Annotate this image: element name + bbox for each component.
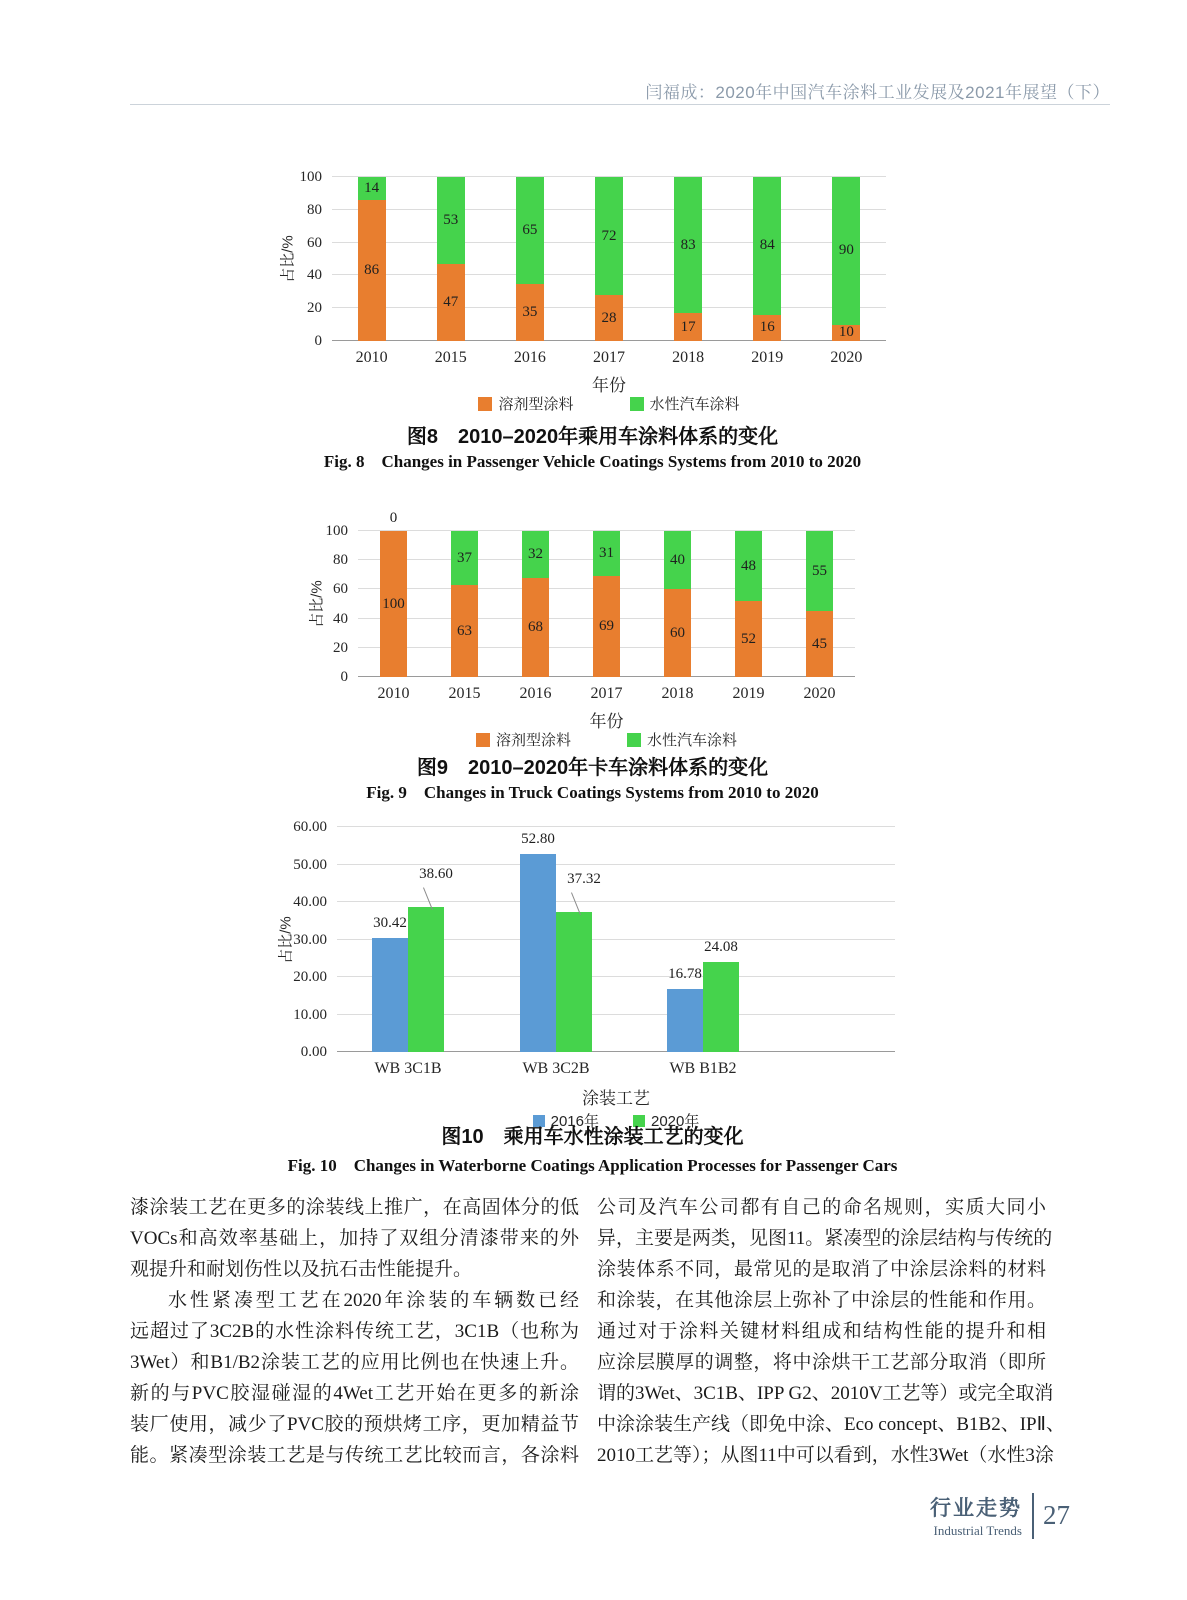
body-line: 远超过了3C2B的水性涂料传统工艺，3C1B（也称为 <box>130 1321 579 1342</box>
bar-value-label: 24.08 <box>704 938 738 955</box>
legend-item <box>478 393 573 414</box>
body-line: 中涂涂装生产线（即免中涂、Eco concept、B1B2、IPⅡ、 <box>597 1414 1065 1435</box>
body-line: 公司及汽车公司都有自己的命名规则，实质大同小 <box>597 1197 1046 1218</box>
bar <box>520 854 556 1052</box>
bar-value-label: 68 <box>528 618 543 635</box>
fig10-grouped-bar-chart <box>277 819 895 1130</box>
bar-value-label: 47 <box>443 293 459 310</box>
grid-line <box>337 826 895 827</box>
page-number: 27 <box>1043 1500 1070 1530</box>
footer-section <box>930 1492 1022 1539</box>
bar-value-label: 90 <box>838 242 854 259</box>
bar <box>408 907 444 1052</box>
x-tick-label: 2020 <box>803 685 836 702</box>
bar-value-label: 40 <box>670 551 685 568</box>
y-tick-label: 80 <box>307 201 322 218</box>
x-tick-label: 2017 <box>590 685 623 702</box>
bar-segment <box>358 200 386 341</box>
body-left-column <box>130 1192 579 1471</box>
body-line: 谓的3Wet、3C1B、IPP G2、2010V工艺等）或完全取消 <box>597 1383 1054 1404</box>
bar-segment <box>806 611 833 677</box>
legend-label: 2016年 <box>550 1113 599 1130</box>
body-line: 应涂层膜厚的调整，将中涂烘干工艺部分取消（即所 <box>597 1352 1046 1373</box>
y-tick-label: 10.00 <box>293 1006 327 1023</box>
y-tick-label: 20.00 <box>293 969 327 985</box>
body-line: 和涂装，在其他涂层上弥补了中涂层的性能和作用。 <box>597 1290 1046 1311</box>
bar-value-label: 37.32 <box>567 871 601 888</box>
bar-segment <box>806 531 833 611</box>
bar-value-label: 65 <box>522 221 538 238</box>
bar-value-label: 86 <box>364 261 380 278</box>
fig10-caption-en: Fig. 10 Changes in Waterborne Coatings Application Processes for Passenger Cars <box>287 1156 898 1175</box>
x-axis-title: 年份 <box>592 376 626 395</box>
running-head: 闫福成：2020年中国汽车涂料工业发展及2021年展望（下） <box>645 83 1110 102</box>
footer-divider <box>1032 1493 1034 1539</box>
bar-segment <box>522 578 549 677</box>
x-axis-title: 涂装工艺 <box>582 1089 650 1108</box>
x-tick-label: 2010 <box>355 349 388 366</box>
y-tick-label: 50.00 <box>293 856 327 873</box>
bar-value-label: 31 <box>599 545 614 562</box>
bar-value-label: 52.80 <box>521 831 555 847</box>
fig8-caption-zh: 图8 2010–2020年乘用车涂料体系的变化 <box>406 426 779 448</box>
bar-segment <box>735 531 762 601</box>
body-line: 3Wet）和B1/B2涂装工艺的应用比例也在快速上升。 <box>130 1352 579 1373</box>
legend-item <box>627 729 737 750</box>
page-footer <box>930 1492 1070 1539</box>
x-axis-title: 年份 <box>589 712 624 731</box>
body-right-column <box>597 1192 1065 1471</box>
y-tick-label: 0.00 <box>300 1044 327 1060</box>
x-tick-label: WB B1B2 <box>669 1060 737 1077</box>
bar-segment <box>516 284 544 341</box>
y-tick-label: 0 <box>314 333 322 349</box>
bar-value-label: 28 <box>601 309 617 326</box>
y-tick-label: 0 <box>340 669 348 685</box>
bar-value-label: 32 <box>528 545 543 562</box>
legend-label: 水性汽车涂料 <box>647 732 738 749</box>
legend-label: 2020年 <box>651 1113 700 1130</box>
y-axis-title: 占比/% <box>308 580 326 628</box>
grid-line <box>337 864 895 865</box>
bar-segment <box>595 177 623 295</box>
y-tick-label: 40 <box>333 610 348 627</box>
x-tick-label: 2018 <box>672 349 705 366</box>
bar-value-label: 45 <box>812 635 827 652</box>
bar-value-label: 52 <box>741 630 756 647</box>
bar <box>667 989 703 1052</box>
bar <box>703 962 739 1052</box>
fig8-caption-en: Fig. 8 Changes in Passenger Vehicle Coatings Systems from 2010 to 2020 <box>323 452 862 471</box>
bar-value-label: 17 <box>680 318 696 335</box>
fig8-stacked-bar-chart <box>279 169 886 413</box>
bar-segment <box>522 531 549 578</box>
x-tick-label: 2016 <box>519 685 552 702</box>
x-tick-label: 2019 <box>751 349 784 366</box>
y-axis-title: 占比/% <box>277 915 295 964</box>
bar-segment <box>358 177 386 200</box>
y-tick-label: 60 <box>333 581 348 598</box>
bar-value-label: 16 <box>759 319 775 336</box>
bar-segment <box>380 531 407 677</box>
y-axis-title: 占比/% <box>279 235 297 283</box>
y-tick-label: 30.00 <box>293 931 327 948</box>
bar-value-label: 60 <box>670 624 685 641</box>
bar-segment <box>593 531 620 576</box>
bar-value-label: 37 <box>457 549 472 566</box>
body-line: 装厂使用，减少了PVC胶的预烘烤工序，更加精益节 <box>130 1414 579 1435</box>
x-tick-label: 2018 <box>661 685 694 702</box>
fig9-caption-en: Fig. 9 Changes in Truck Coatings Systems from 2010 to 2020 <box>366 783 819 802</box>
bar-value-label: 35 <box>522 303 538 320</box>
body-line: 异，主要是两类，见图11。紧凑型的涂层结构与传统的 <box>597 1228 1053 1249</box>
bar-value-label: 72 <box>601 227 617 244</box>
bar-segment <box>451 531 478 585</box>
y-tick-label: 100 <box>299 169 322 185</box>
bar-segment <box>451 585 478 677</box>
fig9-caption-zh: 图9 2010–2020年卡车涂料体系的变化 <box>416 757 769 779</box>
y-tick-label: 100 <box>325 523 348 539</box>
bar-segment <box>674 177 702 313</box>
body-line: 漆涂装工艺在更多的涂装线上推广，在高固体分的低 <box>130 1197 579 1218</box>
y-tick-label: 80 <box>333 552 348 569</box>
legend-label: 溶剂型涂料 <box>498 396 574 413</box>
x-tick-label: 2015 <box>434 349 467 366</box>
legend-label: 水性汽车涂料 <box>649 396 740 413</box>
bar-value-label: 14 <box>364 179 380 196</box>
body-line: VOCs和高效率基础上，加持了双组分清漆带来的外 <box>130 1228 579 1249</box>
legend-label: 溶剂型涂料 <box>495 732 571 749</box>
bar-value-label: 83 <box>680 236 696 253</box>
x-tick-label: WB 3C2B <box>522 1060 590 1077</box>
bar <box>372 938 408 1052</box>
x-tick-label: WB 3C1B <box>374 1060 442 1077</box>
fig9-stacked-bar-chart <box>308 510 855 749</box>
legend-swatch <box>630 397 644 411</box>
legend <box>332 393 886 414</box>
body-line: 新的与PVC胶湿碰湿的4Wet工艺开始在更多的新涂 <box>130 1383 579 1404</box>
legend-swatch <box>627 733 641 747</box>
body-line: 通过对于涂料关键材料组成和结构性能的提升和相 <box>597 1321 1046 1342</box>
bar-segment <box>437 177 465 264</box>
x-tick-label: 2010 <box>377 685 410 702</box>
footer-section-en: Industrial Trends <box>933 1523 1022 1538</box>
bar-value-label: 38.60 <box>419 866 453 883</box>
bar-value-label: 53 <box>443 211 459 228</box>
bar-segment <box>674 313 702 341</box>
grid-line <box>337 901 895 902</box>
legend-item <box>630 393 740 414</box>
bar-segment <box>832 325 860 341</box>
x-tick-label: 2017 <box>592 349 625 366</box>
bar-segment <box>664 531 691 589</box>
bar-segment <box>516 177 544 284</box>
bar-segment <box>753 315 781 341</box>
bar-value-label: 48 <box>741 557 756 574</box>
body-line: 能。紧凑型涂装工艺是与传统工艺比较而言，各涂料 <box>130 1445 579 1466</box>
legend-swatch <box>476 733 490 747</box>
x-tick-label: 2016 <box>513 349 546 366</box>
bar-segment <box>437 264 465 341</box>
body-line: 2010工艺等）；从图11中可以看到，水性3Wet（水性3涂 <box>597 1445 1054 1466</box>
bar-segment <box>664 589 691 677</box>
x-tick-label: 2020 <box>830 349 863 366</box>
bar <box>556 912 592 1052</box>
legend-swatch <box>478 397 492 411</box>
y-tick-label: 20 <box>307 300 322 317</box>
bar-value-label: 10 <box>838 324 854 341</box>
bar-value-label: 30.42 <box>373 914 407 931</box>
footer-section-zh: 行业走势 <box>930 1497 1022 1520</box>
body-line: 水性紧凑型工艺在2020年涂装的车辆数已经 <box>168 1290 579 1311</box>
y-tick-label: 40.00 <box>293 894 327 910</box>
bar-value-label: 100 <box>382 595 405 612</box>
y-tick-label: 40 <box>307 267 322 284</box>
x-tick-label: 2015 <box>448 685 481 702</box>
body-line: 观提升和耐划伤性以及抗石击性能提升。 <box>130 1259 473 1280</box>
legend-item <box>476 729 571 750</box>
body-line: 涂装体系不同，最常见的是取消了中涂层涂料的材料 <box>597 1259 1046 1280</box>
bar-value-label: 69 <box>599 618 614 635</box>
legend <box>358 729 855 750</box>
y-tick-label: 60.00 <box>293 819 327 835</box>
bar-segment <box>735 601 762 677</box>
y-tick-label: 60 <box>307 234 322 251</box>
bar-value-label: 55 <box>812 562 827 579</box>
bar-value-label: 63 <box>457 622 472 639</box>
y-tick-label: 20 <box>333 639 348 656</box>
x-tick-label: 2019 <box>732 685 765 702</box>
bar-value-label: 0 <box>389 510 398 526</box>
bar-value-label: 84 <box>759 237 775 254</box>
bar-segment <box>595 295 623 341</box>
bar-value-label: 16.78 <box>668 966 702 983</box>
fig10-caption-zh: 图10 乘用车水性涂装工艺的变化 <box>441 1126 744 1148</box>
bar-segment <box>593 576 620 677</box>
bar-segment <box>753 177 781 315</box>
header-rule <box>130 104 1110 105</box>
bar-segment <box>832 177 860 325</box>
